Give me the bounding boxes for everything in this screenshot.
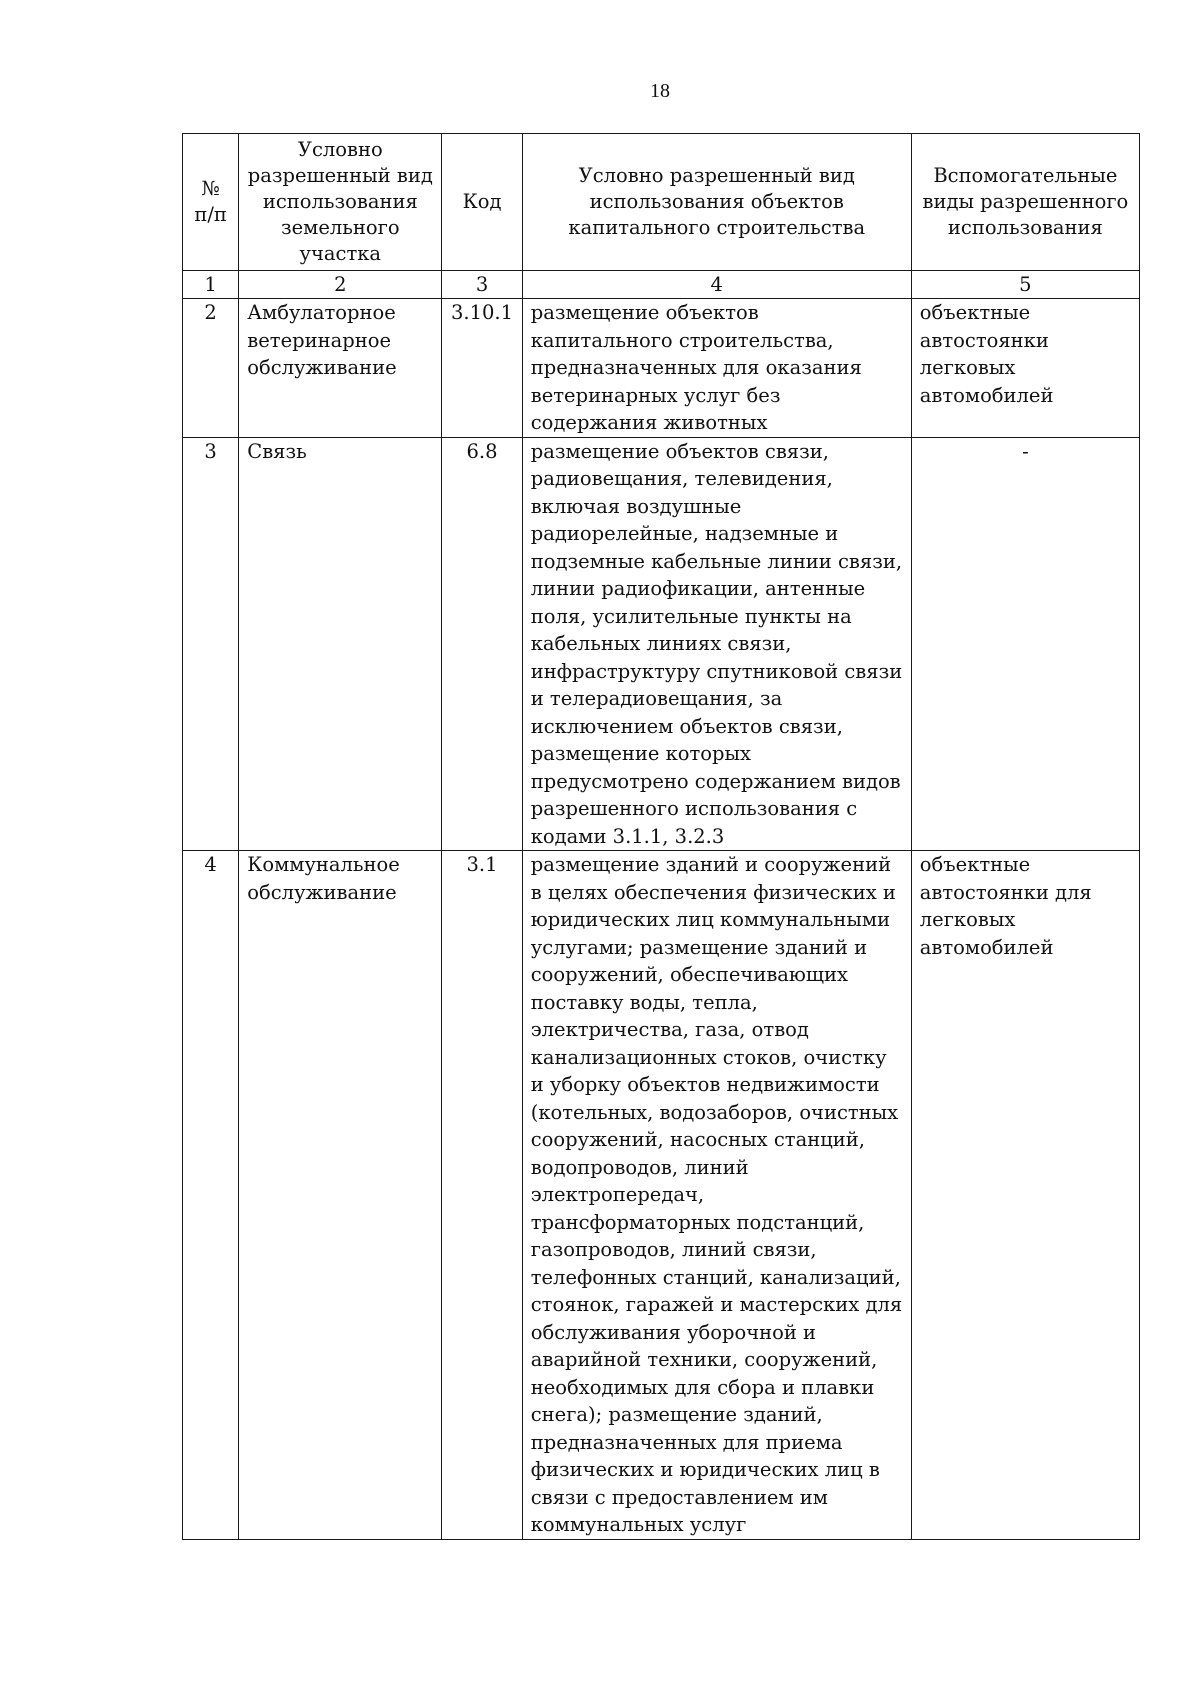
column-number: 4	[522, 271, 911, 299]
land-use-table	[182, 133, 1140, 1540]
column-number: 2	[239, 271, 442, 299]
row-land-use: Амбулаторное ветеринарное обслуживание	[239, 299, 442, 438]
table-row	[183, 299, 1140, 438]
row-auxiliary: -	[911, 437, 1139, 851]
column-number: 1	[183, 271, 239, 299]
row-capital-use: размещение объектов связи, радиовещания, телевидения, включая воздушные радиорелейные, надземные и подземные кабельные линии связи, линии радиофикации, антенные поля, усилительные пункты на кабельных линиях связи, инфраструктуру спутниковой связи и телерадиовещания, за исключением объектов связи, размещение которых предусмотрено содержанием видов разрешенного использования с кодами 3.1.1, 3.2.3	[522, 437, 911, 851]
row-capital-use: размещение зданий и сооружений в целях обеспечения физических и юридических лиц коммунальными услугами; размещение зданий и сооружений, обеспечивающих поставку воды, тепла, электричества, газа, отвод канализационных стоков, очистку и уборку объектов недвижимости (котельных, водозаборов, очистных сооружений, насосных станций, водопроводов, линий электропередач, трансформаторных подстанций, газопроводов, линий связи, телефонных станций, канализаций, стоянок, гаражей и мастерских для обслуживания уборочной и аварийной техники, сооружений, необходимых для сбора и плавки снега); размещение зданий, предназначенных для приема физических и юридических лиц в связи с предоставлением им коммунальных услуг	[522, 851, 911, 1540]
column-number: 5	[911, 271, 1139, 299]
row-num: 3	[183, 437, 239, 851]
header-capital-use: Условно разрешенный вид использования объектов капитального строительства	[522, 134, 911, 271]
column-number-row	[183, 271, 1140, 299]
row-auxiliary: объектные автостоянки легковых автомобилей	[911, 299, 1139, 438]
row-num: 4	[183, 851, 239, 1540]
row-land-use: Связь	[239, 437, 442, 851]
header-code: Код	[442, 134, 522, 271]
column-number: 3	[442, 271, 522, 299]
header-land-use: Условно разрешенный вид использования земельного участка	[239, 134, 442, 271]
row-num: 2	[183, 299, 239, 438]
row-capital-use: размещение объектов капитального строительства, предназначенных для оказания ветеринарных услуг без содержания животных	[522, 299, 911, 438]
table-row	[183, 437, 1140, 851]
row-land-use: Коммунальное обслуживание	[239, 851, 442, 1540]
table-row	[183, 851, 1140, 1540]
table-header-row	[183, 134, 1140, 271]
row-code: 6.8	[442, 437, 522, 851]
row-code: 3.1	[442, 851, 522, 1540]
header-num: № п/п	[183, 134, 239, 271]
page-number: 18	[650, 80, 670, 102]
header-auxiliary: Вспомогательные виды разрешенного использования	[911, 134, 1139, 271]
row-auxiliary: объектные автостоянки для легковых автомобилей	[911, 851, 1139, 1540]
row-code: 3.10.1	[442, 299, 522, 438]
